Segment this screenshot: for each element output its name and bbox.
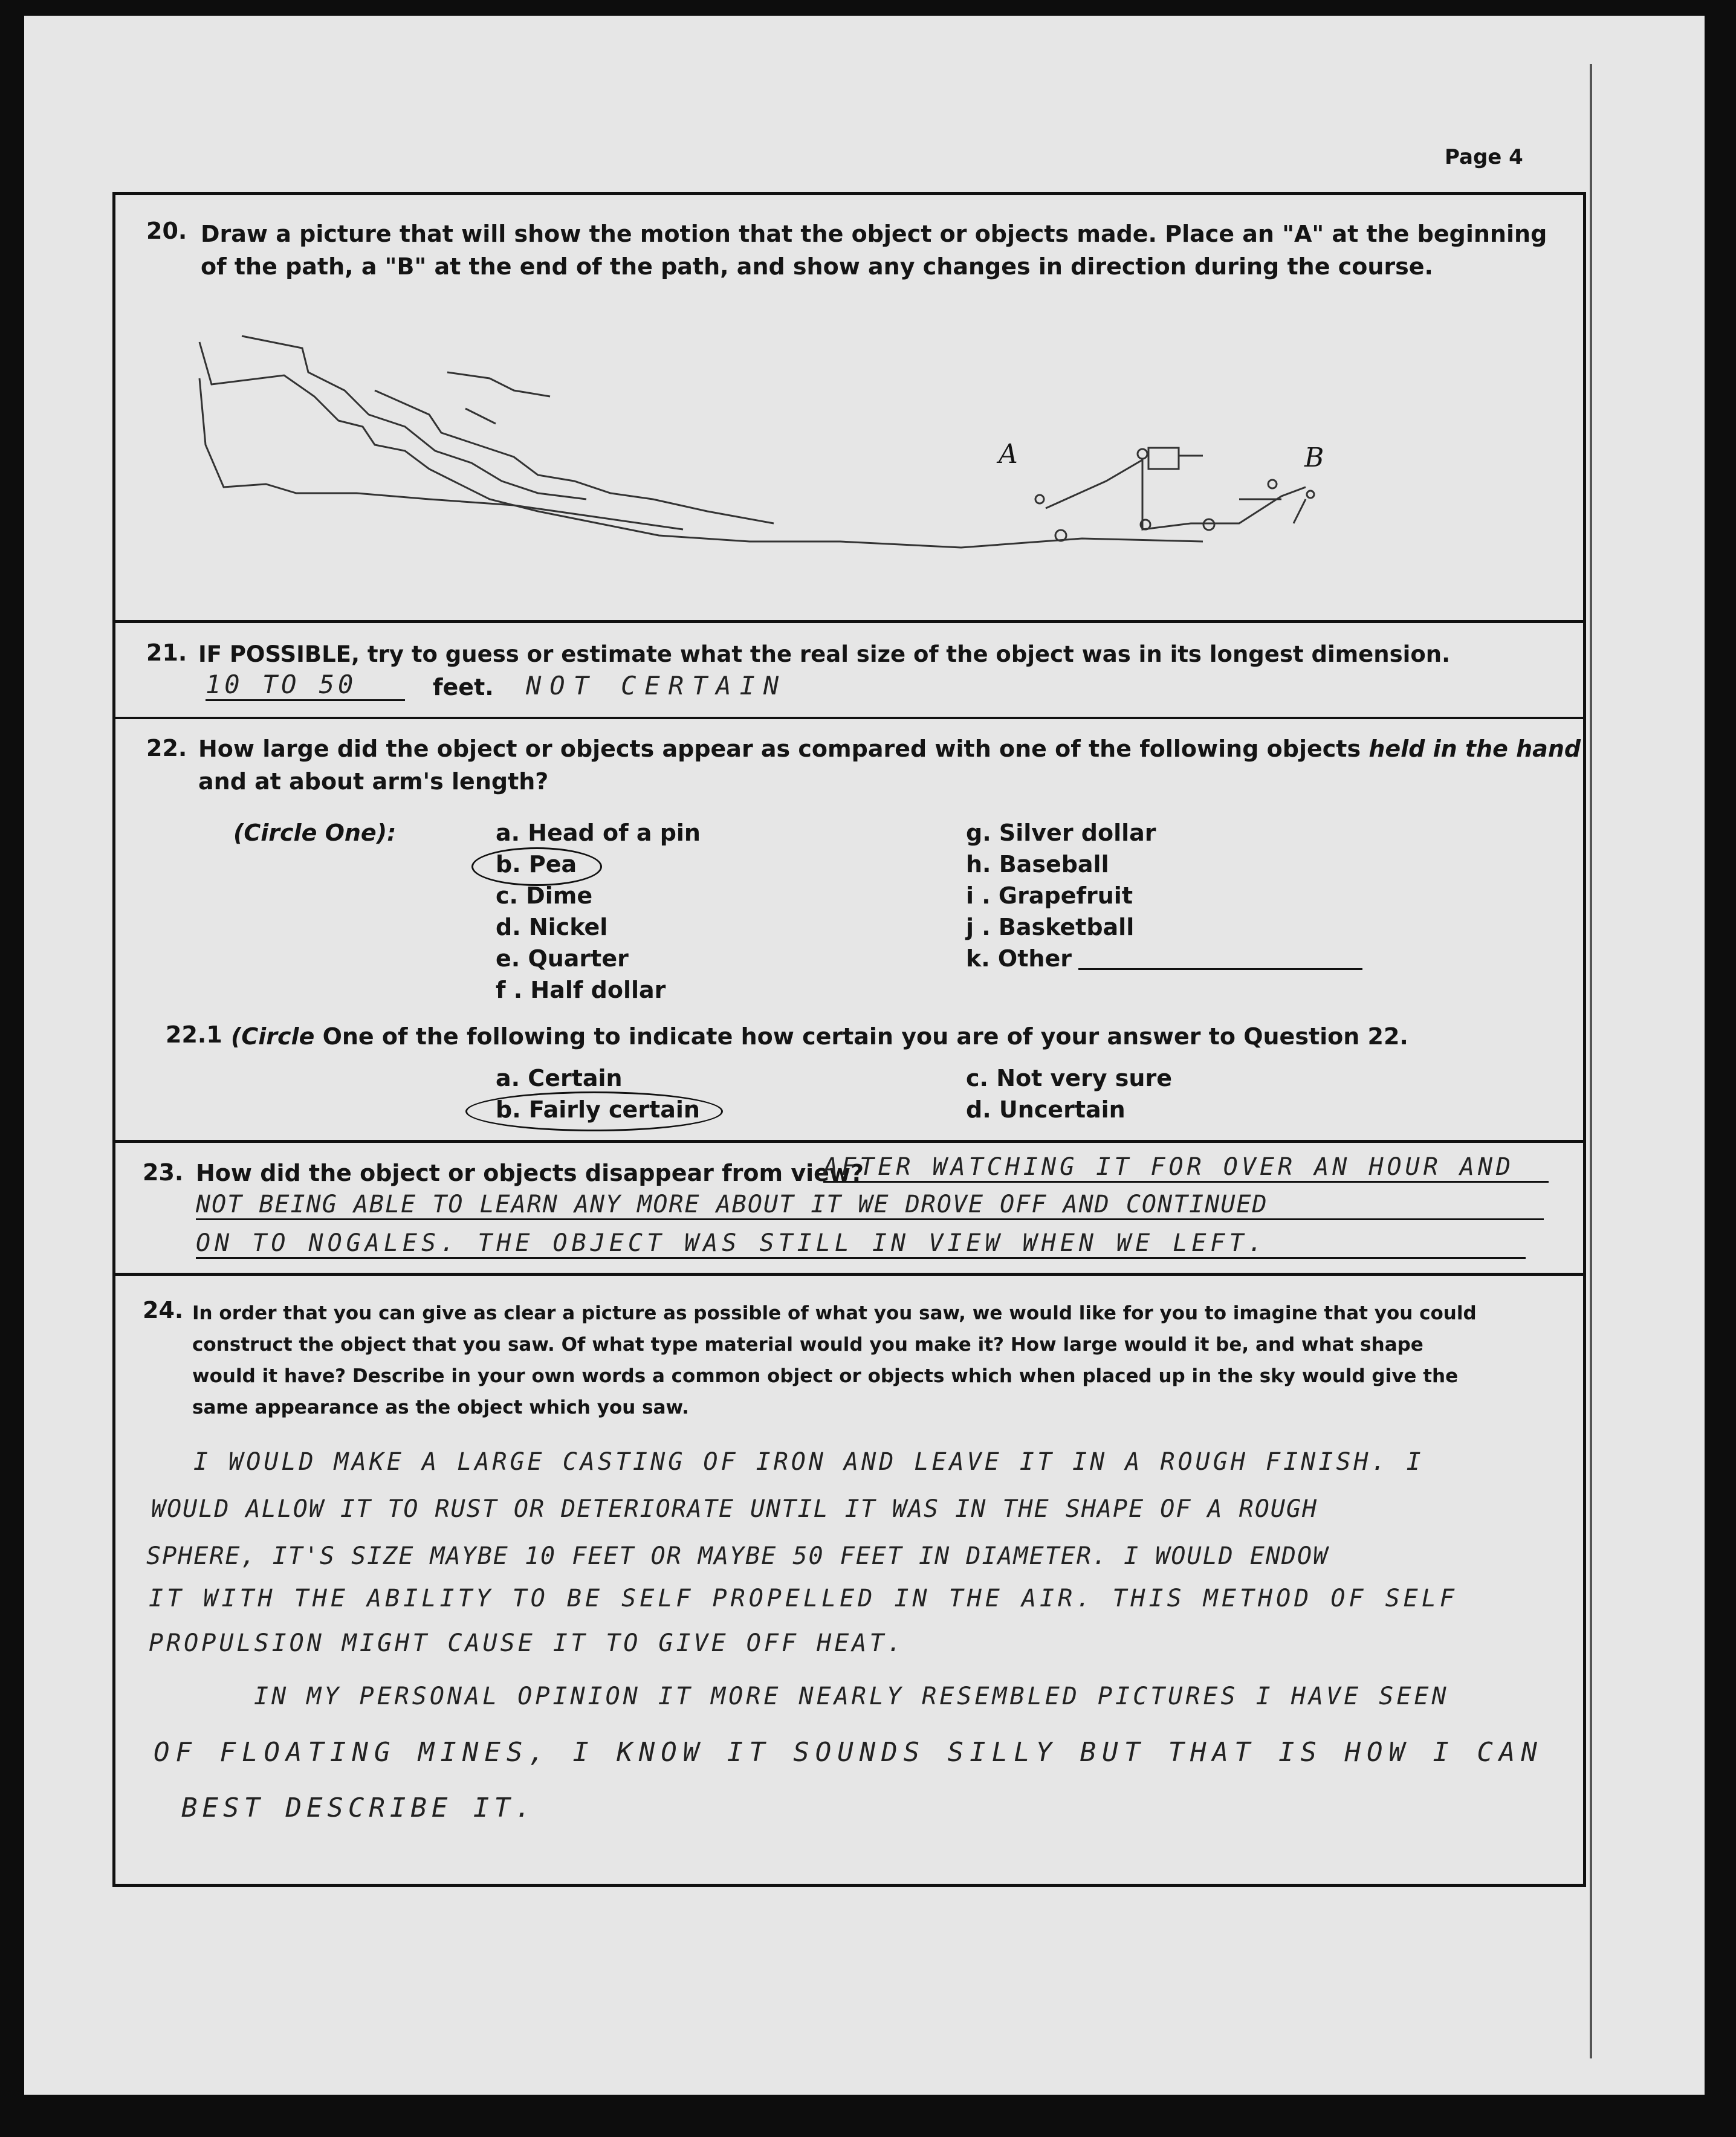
q22-option-f[interactable]: f . Half dollar (496, 977, 666, 1003)
q22-1-text-italic: (Circle (231, 1023, 315, 1050)
q22-option-a[interactable]: a. Head of a pin (496, 820, 701, 846)
document-page (24, 16, 1705, 2095)
q22-text-line1 (198, 732, 1581, 765)
q21-number: 21. (146, 639, 187, 666)
q23-number: 23. (143, 1159, 184, 1186)
q24-number: 24. (143, 1297, 184, 1324)
scan-edge-line (1590, 64, 1592, 2058)
divider-q21-q22 (112, 717, 1585, 719)
q22-circle-one: (Circle One): (233, 820, 397, 846)
q22-option-c[interactable]: c. Dime (496, 882, 593, 909)
q22-option-e[interactable]: e. Quarter (496, 945, 629, 972)
q22-1-option-c[interactable]: c. Not very sure (966, 1065, 1172, 1091)
q23-answer-line2: NOT BEING ABLE TO LEARN ANY MORE ABOUT IT WE DROVE OFF AND CONTINUED (196, 1191, 1544, 1220)
q22-1-number: 22.1 (166, 1021, 222, 1048)
q22-text-line1-main: How large did the object or objects appear as compared with one of the following objects (198, 736, 1361, 762)
divider-q23-q24 (112, 1273, 1585, 1276)
q24-answer-line6: IN MY PERSONAL OPINION IT MORE NEARLY RESEMBLED PICTURES I HAVE SEEN (254, 1683, 1449, 1710)
divider-q22-q23 (112, 1140, 1585, 1143)
q24-answer-line3: SPHERE, IT'S SIZE MAYBE 10 FEET OR MAYBE 50 FEET IN DIAMETER. I WOULD ENDOW (146, 1542, 1329, 1570)
page-number: Page 4 (1445, 145, 1523, 169)
q22-1-option-d[interactable]: d. Uncertain (966, 1096, 1125, 1123)
q21-answer-note: NOT CERTAIN (526, 671, 788, 700)
q24-answer-line1: I WOULD MAKE A LARGE CASTING OF IRON AND LEAVE IT IN A ROUGH FINISH. I (193, 1448, 1424, 1476)
q24-text-line1: In order that you can give as clear a picture as possible of what you saw, we would like for you to imagine that you could (192, 1302, 1477, 1324)
q24-answer-line7: OF FLOATING MINES, I KNOW IT SOUNDS SILLY BUT THAT IS HOW I CAN (154, 1737, 1543, 1768)
q24-answer-line5: PROPULSION MIGHT CAUSE IT TO GIVE OFF HEAT. (149, 1629, 905, 1657)
q24-answer-line2: WOULD ALLOW IT TO RUST OR DETERIORATE UNTIL IT WAS IN THE SHAPE OF A ROUGH (151, 1495, 1318, 1523)
q20-number: 20. (146, 218, 187, 244)
q22-other-blank[interactable] (1078, 968, 1362, 970)
q24-text-line4: same appearance as the object which you saw. (192, 1397, 689, 1418)
q22-option-d[interactable]: d. Nickel (496, 914, 608, 940)
q22-option-g[interactable]: g. Silver dollar (966, 820, 1156, 846)
q24-answer-line8: BEST DESCRIBE IT. (181, 1793, 536, 1823)
q22-1-text (231, 1020, 1408, 1053)
q23-text: How did the object or objects disappear from view? (196, 1160, 864, 1186)
q22-text-line1-italic: held in the hand (1368, 736, 1581, 762)
q24-text-line3: would it have? Describe in your own words a common object or objects which when placed up in the sky would give the (192, 1365, 1459, 1387)
q24-answer-line4: IT WITH THE ABILITY TO BE SELF PROPELLED IN THE AIR. THIS METHOD OF SELF (149, 1585, 1458, 1612)
q22-text-line2: and at about arm's length? (198, 768, 549, 795)
q22-option-j[interactable]: j . Basketball (966, 914, 1135, 940)
q21-text: IF POSSIBLE, try to guess or estimate what the real size of the object was in its longest dimension. (198, 641, 1451, 667)
q22-1-option-b[interactable]: b. Fairly certain (496, 1096, 700, 1123)
q22-number: 22. (146, 735, 187, 761)
q20-text-line1: Draw a picture that will show the motion that the object or objects made. Place an "A" at the beginning (201, 221, 1547, 247)
q23-answer-line3: ON TO NOGALES. THE OBJECT WAS STILL IN VIEW WHEN WE LEFT. (196, 1229, 1526, 1259)
sketch-label-a: A (999, 439, 1018, 470)
q22-option-k[interactable]: k. Other (966, 945, 1072, 972)
q22-1-text-main: One of the following to indicate how certain you are of your answer to Question 22. (314, 1023, 1408, 1050)
q23-answer-line1: AFTER WATCHING IT FOR OVER AN HOUR AND (823, 1153, 1549, 1183)
q21-unit: feet. (433, 674, 494, 700)
q22-option-i[interactable]: i . Grapefruit (966, 882, 1133, 909)
q22-option-h[interactable]: h. Baseball (966, 851, 1109, 878)
q20-text-line2: of the path, a "B" at the end of the path, and show any changes in direction during the course. (201, 253, 1433, 280)
q21-answer-size: 10 TO 50 (206, 670, 405, 701)
q24-text-line2: construct the object that you saw. Of what type material would you make it? How large would it be, and what shape (192, 1334, 1423, 1356)
q22-1-answer-circle (465, 1091, 723, 1131)
q22-answer-circle (471, 847, 602, 886)
q22-1-option-a[interactable]: a. Certain (496, 1065, 623, 1091)
q22-option-b[interactable]: b. Pea (496, 851, 577, 878)
divider-q20-q21 (112, 620, 1585, 623)
motion-sketch (175, 300, 1445, 572)
sketch-label-b: B (1304, 442, 1324, 473)
